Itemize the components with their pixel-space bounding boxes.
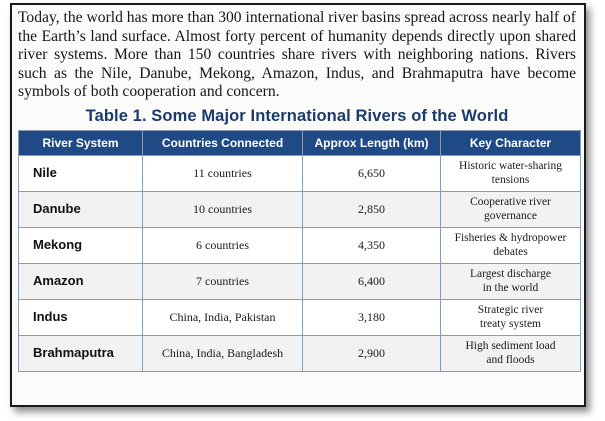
column-header-approx-length: Approx Length (km) [303,130,441,155]
length-cell: 6,400 [303,263,441,299]
countries-cell: 7 countries [143,263,303,299]
countries-cell: 6 countries [143,227,303,263]
character-line-2: tensions [491,174,530,187]
countries-cell: China, India, Bangladesh [143,335,303,371]
length-cell: 3,180 [303,299,441,335]
column-header-river-system: River System [19,130,143,155]
river-name-cell: Danube [19,191,143,227]
character-line-2: governance [484,210,537,223]
table-row [19,263,581,299]
character-line-1: Strategic river [477,304,544,317]
character-line-1: High sediment load [465,340,556,353]
character-line-1: Largest discharge [469,268,551,281]
river-name-cell: Brahmaputra [19,335,143,371]
river-name-cell: Nile [19,155,143,191]
river-name-cell: Mekong [19,227,143,263]
countries-cell: 11 countries [143,155,303,191]
character-line-1: Fisheries & hydropower [454,232,567,245]
table-row [19,227,581,263]
character-cell [441,335,581,371]
table-header-row [19,130,581,155]
document-frame [10,3,586,407]
character-line-2: and floods [486,354,535,367]
column-header-key-character: Key Character [441,130,581,155]
character-cell [441,227,581,263]
table-row [19,191,581,227]
character-line-1: Cooperative river [470,196,551,209]
table-title: Table 1. Some Major International Rivers of the World [85,106,509,125]
table-row [19,299,581,335]
countries-cell: 10 countries [143,191,303,227]
length-cell: 2,850 [303,191,441,227]
intro-paragraph: Today, the world has more than 300 international river basins spread across nearly half of the Earth’s land surface. Almost forty percent of humanity depends directly upon shared river systems. More than 150 countries share rivers with neighboring nations. Rivers such as the Nile, Danube, Mekong, Amazon, Indus, and Brahmaputra have become symbols of both cooperation and concern. [18,9,576,101]
character-line-1: Historic water-sharing [459,160,562,173]
character-line-2: debates [493,246,528,259]
river-name-cell: Amazon [19,263,143,299]
length-cell: 6,650 [303,155,441,191]
length-cell: 2,900 [303,335,441,371]
countries-cell: China, India, Pakistan [143,299,303,335]
character-cell [441,155,581,191]
character-line-2: treaty system [480,318,541,331]
character-cell [441,191,581,227]
column-header-countries-connected: Countries Connected [143,130,303,155]
character-cell [441,299,581,335]
table-row [19,335,581,371]
character-line-2: in the world [482,282,539,295]
rivers-table [18,130,581,372]
table-row [19,155,581,191]
river-name-cell: Indus [19,299,143,335]
character-cell [441,263,581,299]
length-cell: 4,350 [303,227,441,263]
